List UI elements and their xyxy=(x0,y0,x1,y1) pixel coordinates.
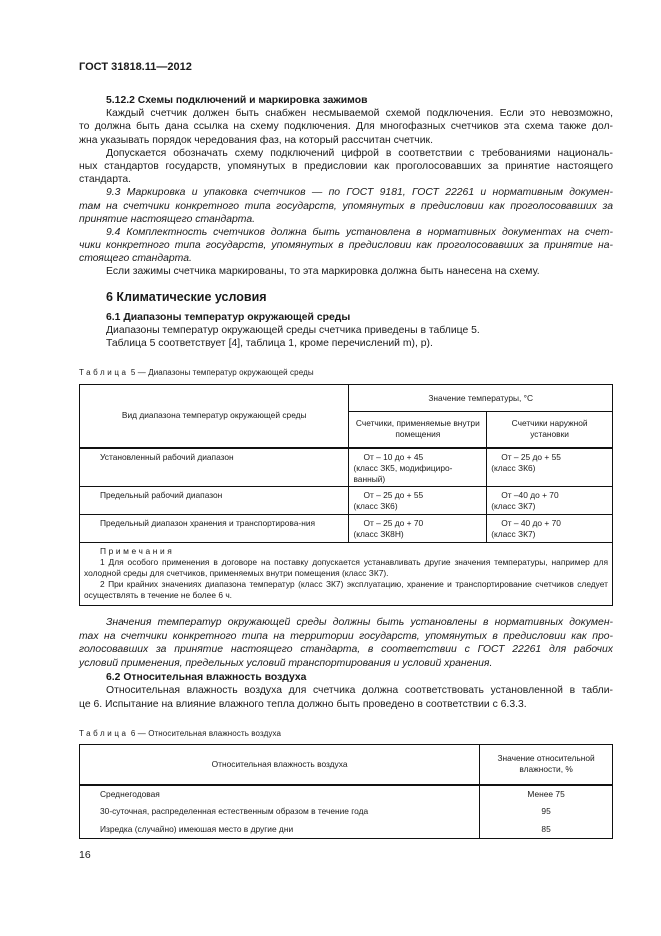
text-line: чики конкретного типа государств, упомянутых в предисловии как проголосовавших за принятие на- xyxy=(79,240,613,252)
table5-notes xyxy=(80,543,613,606)
text-line: Значения температур окружающей среды должны быть установлены в нормативных докумен- xyxy=(106,617,613,628)
cell-outdoor-class: (класс ЗК7) xyxy=(491,529,536,539)
caption-text: 6 — Относительная влажность воздуха xyxy=(130,729,282,738)
section-heading: 5.12.2 Схемы подключений и маркировка зажимов xyxy=(106,95,368,106)
cell-kind: Установленный рабочий диапазон xyxy=(80,448,349,487)
section-heading: 6.2 Относительная влажность воздуха xyxy=(106,671,307,683)
caption-word: Таблица xyxy=(79,368,129,377)
note-1: 1 Для особого применения в договоре на поставку допускается устанавливать другие значения температуры, например для холодной среды для счетчиков, применяемых внутри помещения (класс ЗК7). xyxy=(84,557,608,578)
text-line: жна указывать порядок чередования фаз, на который рассчитан счетчик. xyxy=(79,134,433,146)
text-line: Допускается обозначать схему подключений цифрой в соответствии с требованиями националь- xyxy=(106,147,613,159)
table-row xyxy=(80,515,613,543)
italic-paragraph xyxy=(79,616,613,712)
cell-indoor-class: (класс ЗК5, модифициро-ванный) xyxy=(353,462,453,484)
text-line: там на счетчики конкретного типа государств, упомянутых в предисловии как проголосовавших за xyxy=(79,200,613,212)
table5-header-kind: Вид диапазона температур окружающей среды xyxy=(80,385,349,448)
table6-header-value: Значение относительной влажности, % xyxy=(480,745,613,785)
section-6-1 xyxy=(79,311,613,351)
cell-indoor: От – 25 до + 55 xyxy=(363,490,424,500)
note-2: 2 При крайних значениях диапазона температур (класс ЗК7) эксплуатацию, хранение и транспортирование счетчиков следует осуществлять в течение не более 6 ч. xyxy=(84,579,608,600)
section-6-heading: 6 Климатические условия xyxy=(106,290,267,304)
table-row xyxy=(80,448,613,487)
table-5 xyxy=(79,384,613,606)
text-line: то должна быть дана ссылка на схему подключения. Для многофазных счетчиков эта схема также дол- xyxy=(79,121,613,133)
table6-header-condition: Относительная влажность воздуха xyxy=(80,745,480,785)
text-line: стоящего стандарта. xyxy=(79,253,192,265)
cell-indoor: От – 10 до + 45 xyxy=(363,451,424,462)
text-line: голосовавших за принятие настоящего стандарта, в соответствии с ГОСТ 22261 для рабочих xyxy=(79,644,613,656)
caption-word: Таблица xyxy=(79,729,129,738)
text-line: Каждый счетчик должен быть снабжен несмываемой схемой подключения. Если это невозможно, xyxy=(106,108,613,120)
cell-indoor-class: (класс ЗК8Н) xyxy=(353,529,404,539)
notes-title: Примечания xyxy=(100,546,175,556)
cell-indoor-class: (класс ЗК6) xyxy=(353,501,398,511)
cell-outdoor-class: (класс ЗК7) xyxy=(491,501,536,511)
caption-text: 5 — Диапазоны температур окружающей среды xyxy=(130,368,314,377)
table5-header-indoor: Счетчики, применяемые внутри помещения xyxy=(349,412,487,448)
table-6 xyxy=(79,744,613,839)
text-line: условий применения, предельных условий транспортирования и условий хранения. xyxy=(79,658,493,670)
cell-indoor: От – 25 до + 70 xyxy=(363,518,424,528)
text-line: Диапазоны температур окружающей среды счетчика приведены в таблице 5. xyxy=(106,325,480,337)
cell-label: Среднегодовая xyxy=(80,785,480,803)
cell-label: Изредка (случайно) имеюшая место в другие дни xyxy=(80,821,480,839)
table6-caption xyxy=(79,729,281,738)
table5-caption xyxy=(79,368,314,377)
table-row xyxy=(80,785,613,803)
text-line: стандарта. xyxy=(79,174,132,186)
cell-value: 95 xyxy=(480,803,613,821)
cell-outdoor: От – 25 до + 55 xyxy=(501,451,561,462)
section-heading: 6.1 Диапазоны температур окружающей среды xyxy=(106,312,351,323)
text-line: це 6. Испытание на влияние влажного тепла должно быть проведено в соответствии с 6.3.3. xyxy=(79,699,527,711)
text-line: 9.3 Маркировка и упаковка счетчиков — по ГОСТ 9181, ГОСТ 22261 и нормативным докумен- xyxy=(106,187,613,199)
table-row xyxy=(80,821,613,839)
cell-kind: Предельный диапазон хранения и транспортирова-ния xyxy=(80,515,349,543)
section-5-12-2 xyxy=(79,94,613,279)
document-id: ГОСТ 31818.11—2012 xyxy=(79,61,192,73)
table-row xyxy=(80,803,613,821)
text-line: тах на счетчики конкретного типа на территории государств, упомянутых в предисловии как про- xyxy=(79,630,613,642)
cell-value: Менее 75 xyxy=(480,785,613,803)
text-line: Таблица 5 соответствует [4], таблица 1, кроме перечислений m), p). xyxy=(106,338,433,350)
table5-header-outdoor: Счетчики наружной установки xyxy=(487,412,613,448)
text-line: ных стандартов государств, упомянутых в предисловии как проголосовавших за принятие настоящего xyxy=(79,160,613,172)
cell-kind: Предельный рабочий диапазон xyxy=(80,487,349,515)
text-line: принятие настоящего стандарта. xyxy=(79,213,256,225)
cell-outdoor: От –40 до + 70 xyxy=(501,490,559,500)
text-line: Относительная влажность воздуха для счетчика должна соответствовать установленной в табли- xyxy=(106,685,613,697)
cell-value: 85 xyxy=(480,821,613,839)
cell-outdoor: От – 40 до + 70 xyxy=(501,518,561,528)
cell-outdoor-class: (класс ЗК6) xyxy=(491,462,536,473)
page-number: 16 xyxy=(79,849,91,861)
text-line: 9.4 Комплектность счетчиков должна быть установлена в нормативных документах на счет- xyxy=(106,226,613,238)
cell-label: 30-суточная, распределенная естественным образом в течение года xyxy=(80,803,480,821)
table-row xyxy=(80,487,613,515)
text-line: Если зажимы счетчика маркированы, то эта маркировка должна быть нанесена на схему. xyxy=(106,266,540,278)
table5-header-group: Значение температуры, °С xyxy=(349,385,613,412)
